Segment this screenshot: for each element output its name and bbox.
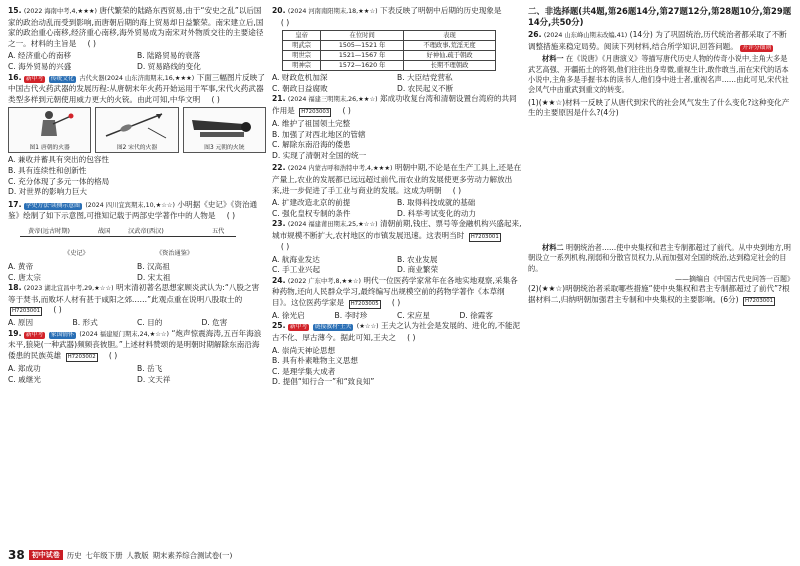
option[interactable]: D. 提倡“知行合一”和“致良知” [272,377,375,387]
option[interactable]: A. 扩建改造北京的前提 [272,198,351,208]
table-row: 明世宗 1521—1567 年 好神仙,疏于朝政 [283,51,496,61]
q24-options [272,311,522,322]
question-23: 23. (2024 福建莆田期末,25,★☆☆) 清朝前期,钱庄、票号等金融机构兴盛起来,城市规模不断扩大,农村地区的市镇发展迅速。这表明当时 H7203001 ( ) [272,219,522,251]
question-code: H7203001 [745,297,774,304]
option[interactable]: B. 陆路贸易的衰落 [137,51,201,61]
q18-options [8,318,266,329]
warrior-icon [9,108,89,142]
option[interactable]: B. 加强了对西北地区的管辖 [272,129,366,139]
option[interactable]: A. 黄帝 [8,261,34,271]
option[interactable]: A. 兼收并蓄具有突出的包容性 [8,155,110,165]
option[interactable]: B. 汉高祖 [137,261,170,271]
q17-options [8,262,266,283]
subquestion-2: (2)(★★☆)明朝统治者采取哪些措施“使中央集权和君主专制都超过了前代”?根据材料二,归纳明朝加强君主专制和中央集权的主要影响。(6分) H7203001 [528,284,790,304]
q15-options [8,51,266,72]
question-15: 15. (2022 海南中考,4,★★★) 唐代繁荣的陆路东西贸易,由于“安史之乱”以后国家的政治动乱而受到影响,而唐朝后期的海上贸易却日益繁荣。南宋建立后,国家的政治重心南移,经济重心南移,海外贸易成为南宋对外物质交往的主要途径之一。材料的主旨是 ( ) [8,6,264,48]
column-left [8,6,266,385]
option[interactable]: B. 具有朴素唯物主义思想 [272,356,358,366]
option[interactable]: B. 具有连续性和创新性 [8,165,87,175]
timeline-axis [20,236,236,237]
q17-timeline: 黄帝(远古时期) 战国 汉武帝(西汉) 五代 《史记》 《资治通鉴》 [16,224,266,260]
option[interactable]: D. 徐霞客 [459,310,493,320]
option[interactable]: C. 目的 [137,318,163,328]
figure-tang-firearm: 图1 唐朝的火器 [8,107,91,153]
option[interactable]: B. 取得科技成就的基础 [397,198,476,208]
option[interactable]: A. 郑成功 [8,364,41,374]
option[interactable]: D. 商业繁荣 [397,265,439,275]
question-20: 20. (2024 河南南阳期末,18,★★☆) 下表反映了明朝中后期的历史现象是 ( ) [272,6,502,27]
option[interactable]: C. 手工业兴起 [272,265,321,275]
option[interactable]: C. 充分体现了多元一体的格局 [8,176,110,186]
column-middle [272,6,522,388]
material-one: 材料一 在《说唐》《月唐演义》等描写唐代历史人物的传奇小说中,主角大多是武艺高强、开疆拓土的将领,他们往往出身卑微,重视生计,敢作敢当,而在宋代的话本小说中,主角多是手握书本的读书人,他们身中进士者,重视名声……由此可见,宋代社会风气中由重武到重文的转变。 [528,54,789,95]
option[interactable]: C. 唐太宗 [8,272,41,282]
page-footer: 38 初中试卷 历史 七年级下册 人教版 期末素养综合测试卷(一) [8,548,233,562]
question-26: 26. (2024 山东峰山期末改编,41) (14分) 为了巩固统治,历代统治者都采取了不断调整措施来稳定局势。阅读下列材料,结合所学知识,回答问题。 开评分细则 [528,30,787,51]
new-exam-badge: 新中考 [25,331,44,338]
option[interactable]: D. 危害 [201,318,228,328]
option[interactable]: B. 李时珍 [334,310,368,320]
figure-yuan-cannon: 图3 元朝的火铳 [183,107,266,153]
figure-song-firearm: 图2 宋代的火器 [95,107,178,153]
option[interactable]: A. 崇尚天神论思想 [272,345,336,355]
emperor-table [282,30,496,71]
new-exam-badge: 新中考 [289,324,308,331]
option[interactable]: A. 财政危机加深 [272,73,328,83]
option[interactable]: A. 徐光启 [272,310,305,320]
q23-options [272,255,522,276]
scoring-rules-badge[interactable]: 开评分细则 [742,44,772,51]
question-22: 22. (2024 内蒙古呼和浩特中考,4,★★★) 明朝中期,不论是在生产工具上,还是在产量上,农业的发展都已远远超过前代,而农业的发展使更多劳动力解放出来,进一步促进了手工业与商业的发展。这成为明朝 ( ) [272,163,522,195]
option[interactable]: D. 农民起义不断 [397,83,454,93]
brand-logo: 初中试卷 [29,550,63,560]
table-row: 明武宗 1505—1521 年 不理政事,荒淫无度 [283,41,496,51]
q22-options [272,198,522,219]
option[interactable]: C. 解除东南沿海的倭患 [272,140,351,150]
question-24: 24. (2022 广东中考,8,★★☆) 明代一位医药学家常年在各地实地观察,采集各种药物,还向人民群众学习,最终编写出规模空前的药物学著作《本草纲目》。这位医药学家是 H7203005 ( ) [272,275,518,307]
culture-badge: 传统文化 [50,75,74,82]
option[interactable]: C. 朝政日益腐败 [272,83,328,93]
question-17: 17. 学史方法·读侧示意图 (2024 四川宜宾期末,10,★☆☆) 小明据《史记》《资治通鉴》绘制了如下示意图,可推知记载于两部史学著作中的人物是 ( ) [8,199,258,221]
page-number: 38 [8,548,25,562]
option[interactable]: B. 形式 [72,318,98,328]
option[interactable]: D. 文天祥 [137,374,171,384]
option[interactable]: C. 强化皇权专制的条件 [272,208,351,218]
material-two: 材料二 明朝统治者……使中央集权和君主专制都超过了前代。从中央到地方,明朝设立一系列机构,削弱和分散官员权力,从而加强对全国的统治,达到稳定社会的目的。 [528,243,791,273]
option[interactable]: D. 实现了清朝对全国的统一 [272,150,367,160]
material-source: ——摘编自《中国古代史问答一百题》 [675,275,794,284]
option[interactable]: A. 经济重心的南移 [8,51,72,61]
method-badge: 学史方法·读侧示意图 [25,202,80,209]
option[interactable]: A. 维护了祖国领土完整 [272,118,351,128]
table-row: 明神宗 1572—1620 年 长期不理朝政 [283,61,496,71]
textbook-badge: 链接教材·王夫 [314,324,352,331]
section-title: 二、非选择题(共4题,第26题14分,第27题12分,第28题10分,第29题14分,共50分) [528,6,792,27]
option[interactable]: D. 贸易路线的变化 [137,61,201,71]
option[interactable]: C. 海外贸易的兴盛 [8,61,72,71]
q19-options [8,364,266,385]
question-code: H7203001 [470,233,499,240]
question-code: H7203002 [67,354,96,361]
question-19: 19. 新中考 家国情怀 (2024 福建厦门期末,24,★☆☆) “炮声惊震海涛,五百年海浪未平,狼毙(一种武器)频频丧彼胆。”上述材料赞颂的是明朝时期解除东南沿海倭患的民族英雄 H7203002 ( ) [8,328,262,361]
cannon-icon [184,108,264,142]
q20-options [272,73,522,94]
q16-figures [8,107,266,153]
question-code: H7203005 [350,300,379,307]
patriotism-badge: 家国情怀 [50,331,74,338]
question-16: 16. 新中考 传统文化 古代火器(2024 山东济南期末,16,★★★) 下面三幅图片反映了中国古代火药武器的发展历程:从唐朝末年火药开始运用于军事,宋代火药武器类型多样到元朝使用威力更大的火铳。由此可知,中华文明 ( ) [8,72,265,104]
option[interactable]: D. 科举考试变化的动力 [397,208,477,218]
new-exam-badge: 新中考 [25,75,44,82]
option[interactable]: C. 宋应星 [397,310,430,320]
option[interactable]: A. 原因 [8,318,34,328]
column-right [528,6,794,428]
question-code: H7203003 [301,108,330,115]
question-18: 18. (2023 湖北宜昌中考,29,★☆☆) 明末清初著名思想家顾炎武认为:“八股之害等于焚书,而败坏人材有甚于咸阳之郊……”此观点重在说明八股取士的 H7203001 ( ) [8,283,260,315]
option[interactable]: A. 航海业发达 [272,254,320,264]
paper-title: 期末素养综合测试卷(一) [152,550,233,560]
option[interactable]: D. 对世界的影响力巨大 [8,187,88,197]
option[interactable]: B. 岳飞 [137,364,163,374]
option[interactable]: D. 宋太祖 [137,272,171,282]
answer-area-2[interactable] [528,308,794,428]
option[interactable]: C. 戚继光 [8,374,41,384]
subquestion-1: (1)(★★☆)材料一反映了从唐代到宋代的社会风气发生了什么变化?这种变化产生的主要原因是什么?(4分) [528,97,790,118]
arrow-icon [96,108,176,142]
answer-area-1[interactable] [528,121,794,243]
option[interactable]: C. 是理学集大成者 [272,366,336,376]
table-header: 皇帝 在位时间 表现 [283,31,496,41]
option[interactable]: B. 大臣结党营私 [397,73,453,83]
option[interactable]: B. 农业发展 [397,254,438,264]
question-21: 21. (2024 福建三明期末,26,★★☆) 郑成功收复台湾和清朝设置台湾府的共同作用是 H7203003 ( ) [272,94,517,115]
question-25: 25. 新中考 链接教材·王夫 (★☆☆) 王夫之认为社会是发展的、进化的,不能泥古不化、厚古薄今。据此可知,王夫之 ( ) [272,321,521,343]
question-code: H7203001 [12,308,41,315]
